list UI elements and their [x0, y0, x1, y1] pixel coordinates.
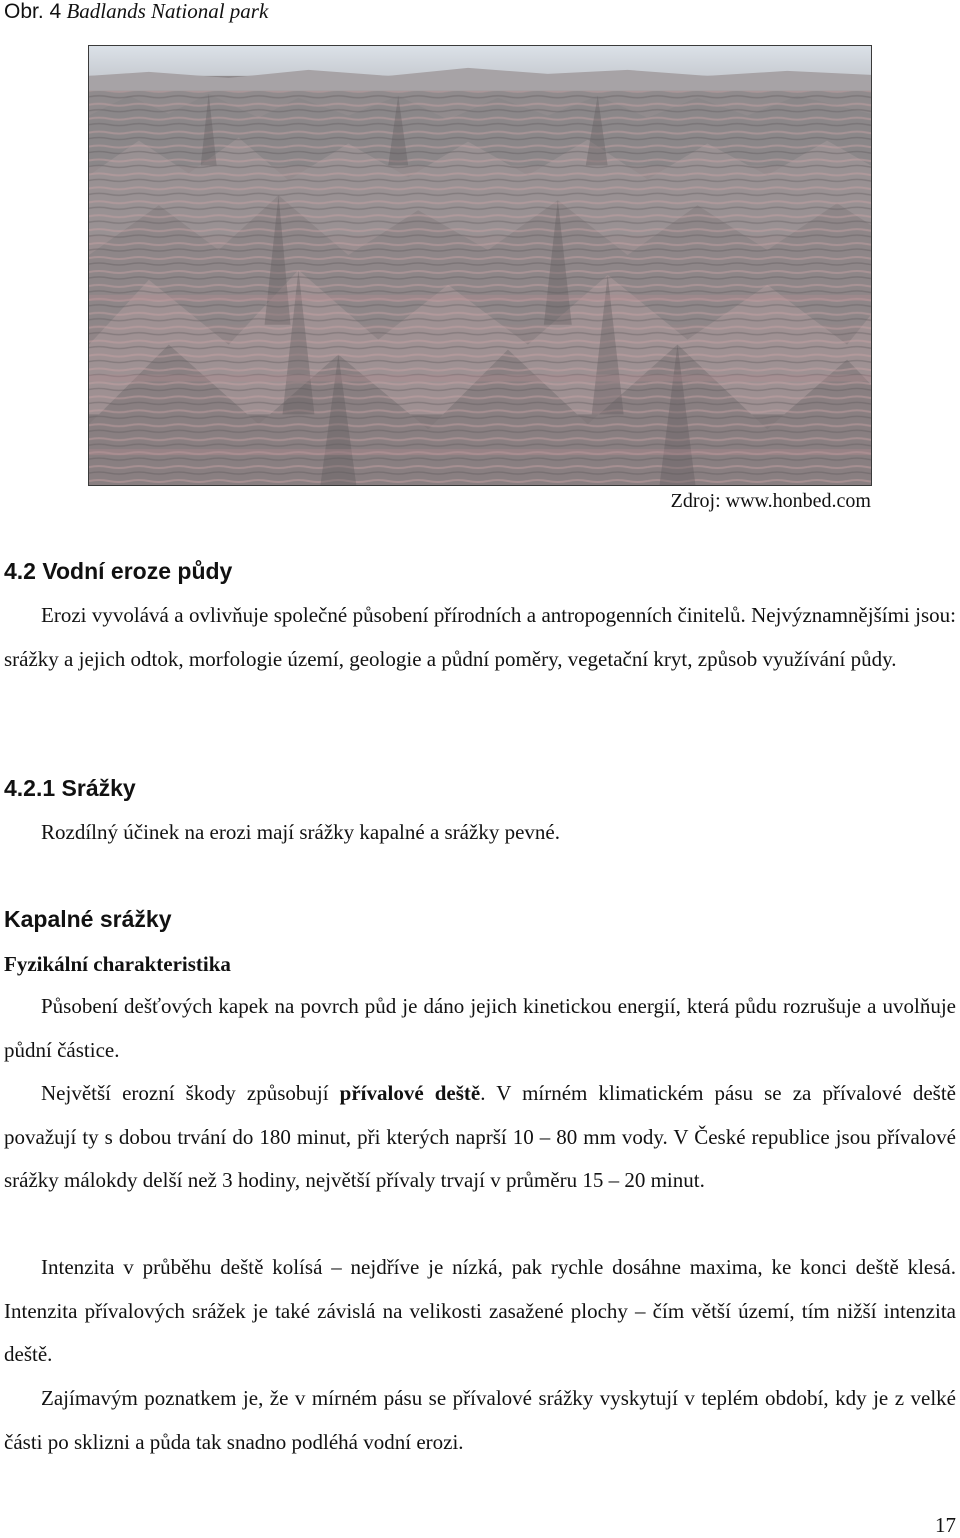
paragraph-destove-kapky: Působení dešťových kapek na povrch půd je dáno jejich kinetickou energií, která půdu rozrušuje a uvolňuje půdní částice. [4, 994, 956, 1062]
page-number: 17 [935, 1513, 956, 1537]
figure-caption [4, 0, 268, 25]
paragraph-privalove-text-a: Největší erozní škody způsobují [41, 1081, 340, 1105]
section-heading-srazky: 4.2.1 Srážky [4, 775, 136, 801]
subheading-fyzikalni-charakteristika: Fyzikální charakteristika [4, 952, 231, 976]
section-heading-kapalne-srazky: Kapalné srážky [4, 906, 172, 932]
paragraph-vodni-eroze: Erozi vyvolává a ovlivňuje společné působení přírodních a antropogenních činitelů. Nejvýznamnějšími jsou: srážky a jejich odtok, morfologie území, geologie a půdní poměry, vegetační kryt, způsob využívání půdy. [4, 603, 956, 671]
paragraph-privalove-deste [4, 1072, 956, 1203]
badlands-photo [88, 45, 872, 486]
paragraph-srazky: Rozdílný účinek na erozi mají srážky kapalné a srážky pevné. [41, 820, 560, 844]
badlands-landscape-image [89, 46, 871, 485]
figure-title: Badlands National park [66, 0, 269, 23]
section-heading-vodni-eroze: 4.2 Vodní eroze půdy [4, 558, 233, 584]
paragraph-zajimavy-poznatek: Zajímavým poznatkem je, že v mírném pásu se přívalové srážky vyskytují v teplém období, kdy je z velké části po sklizni a půda tak snadno podléhá vodní erozi. [4, 1386, 956, 1454]
paragraph-intenzita: Intenzita v průběhu deště kolísá – nejdříve je nízká, pak rychle dosáhne maxima, ke konci deště klesá. Intenzita přívalových srážek je také závislá na velikosti zasažené plochy – čím větší území, tím nižší intenzita deště. [4, 1255, 956, 1366]
figure-number: Obr. 4 [4, 0, 62, 23]
figure-source: Zdroj: www.honbed.com [670, 490, 871, 512]
paragraph-privalove-bold: přívalové deště [339, 1081, 481, 1105]
paragraph-privalove-text-b: . V mírném klimatickém pásu se za přívalové deště považují ty s dobou trvání do 180 minut, při kterých naprší 10 – 80 mm vody. V České republice jsou přívalové srážky málokdy delší než 3 hodiny, největší přívaly trvají v průměru 15 – 20 minut. [4, 1081, 956, 1192]
